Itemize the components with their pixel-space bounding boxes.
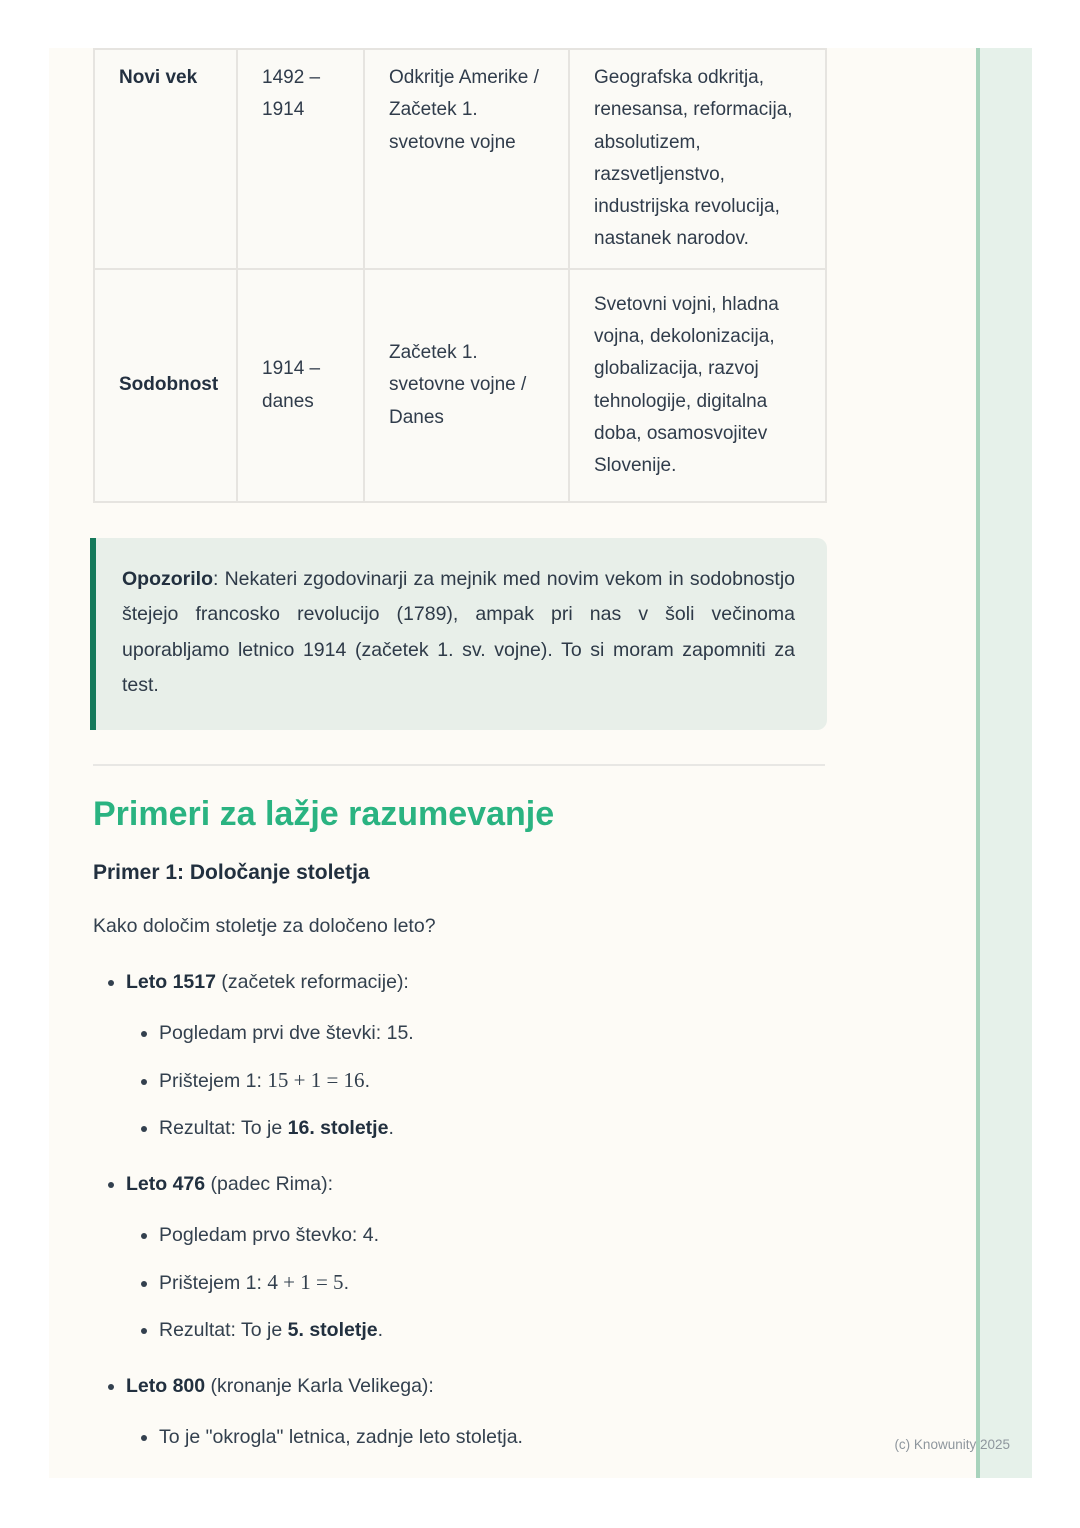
example-year-bold: Leto 476: [126, 1172, 206, 1195]
callout-separator: :: [213, 568, 225, 590]
cell-years: 1914 – danes: [237, 269, 364, 502]
example-steps: [126, 1421, 825, 1453]
cell-features: Geografska odkritja, renesansa, reformacija, absolutizem, razsvetljenstvo, industrijska revolucija, nastanek narodov.: [569, 49, 826, 269]
step-item: [159, 1421, 825, 1453]
copyright-watermark: (c) Knowunity 2025: [894, 1437, 1010, 1452]
step-item: [159, 1112, 825, 1144]
example-item-476: [126, 1168, 825, 1346]
step-math: 15 + 1 = 16: [267, 1068, 365, 1093]
question-text: Kako določim stoletje za določeno leto?: [93, 914, 436, 937]
callout-text: Nekateri zgodovinarji za mejnik med novim vekom in sodobnostjo štejejo francosko revolucijo (1789), ampak pri nas v šoli večinoma uporabljamo letnico 1914 (začetek 1. sv. vojne). To si moram zapomniti za test.: [122, 568, 795, 697]
example-year-bold: Leto 800: [126, 1375, 206, 1398]
example-year-bold: Leto 1517: [126, 970, 216, 993]
example-steps: [126, 1017, 825, 1144]
cell-period: Novi vek: [94, 49, 237, 269]
step-math: 4 + 1 = 5: [267, 1270, 344, 1295]
step-text: Rezultat: To je: [159, 1318, 288, 1341]
step-text: .: [343, 1272, 349, 1295]
example-title-rest: (kronanje Karla Velikega):: [205, 1375, 434, 1398]
step-result-bold: 5. stoletje: [287, 1318, 378, 1341]
example-title-rest: (začetek reformacije):: [215, 970, 409, 993]
cell-events: Začetek 1. svetovne vojne / Danes: [364, 269, 569, 502]
example-title-rest: (padec Rima):: [205, 1172, 333, 1195]
step-item: [159, 1063, 825, 1098]
table-row: [94, 49, 826, 269]
historical-periods-table: [93, 48, 827, 503]
table-row: [94, 269, 826, 502]
page-side-accent-bar: [976, 48, 1032, 1478]
step-result-bold: 16. stoletje: [287, 1116, 389, 1139]
example-item-1517: [126, 966, 825, 1144]
example-subheading: Primer 1: Določanje stoletja: [93, 860, 370, 884]
step-text: Rezultat: To je: [159, 1116, 288, 1139]
step-text: Prištejem 1:: [159, 1070, 268, 1093]
section-divider: [93, 764, 825, 766]
step-text: Pogledam prvo števko: 4.: [159, 1224, 380, 1247]
step-item: [159, 1219, 825, 1251]
document-page: [49, 48, 1032, 1478]
step-text: .: [377, 1318, 384, 1341]
step-text: To je "okrogla" letnica, zadnje leto stoletja.: [159, 1426, 523, 1449]
step-text: Prištejem 1:: [159, 1272, 268, 1295]
example-item-800: [126, 1370, 825, 1453]
section-heading: Primeri za lažje razumevanje: [93, 794, 555, 833]
step-item: [159, 1314, 825, 1346]
cell-events: Odkritje Amerike / Začetek 1. svetovne vojne: [364, 49, 569, 269]
step-text: Pogledam prvi dve števki: 15.: [159, 1021, 414, 1044]
step-item: [159, 1017, 825, 1049]
callout-label: Opozorilo: [122, 568, 213, 590]
page-content: [93, 48, 825, 1477]
cell-period: Sodobnost: [94, 269, 237, 502]
step-text: .: [388, 1116, 394, 1139]
step-item: [159, 1265, 825, 1300]
step-text: .: [364, 1070, 370, 1093]
examples-list: [93, 966, 825, 1454]
warning-callout: [90, 538, 827, 730]
cell-years: 1492 – 1914: [237, 49, 364, 269]
cell-features: Svetovni vojni, hladna vojna, dekolonizacija, globalizacija, razvoj tehnologije, digitalna doba, osamosvojitev Slovenije.: [569, 269, 826, 502]
example-steps: [126, 1219, 825, 1346]
